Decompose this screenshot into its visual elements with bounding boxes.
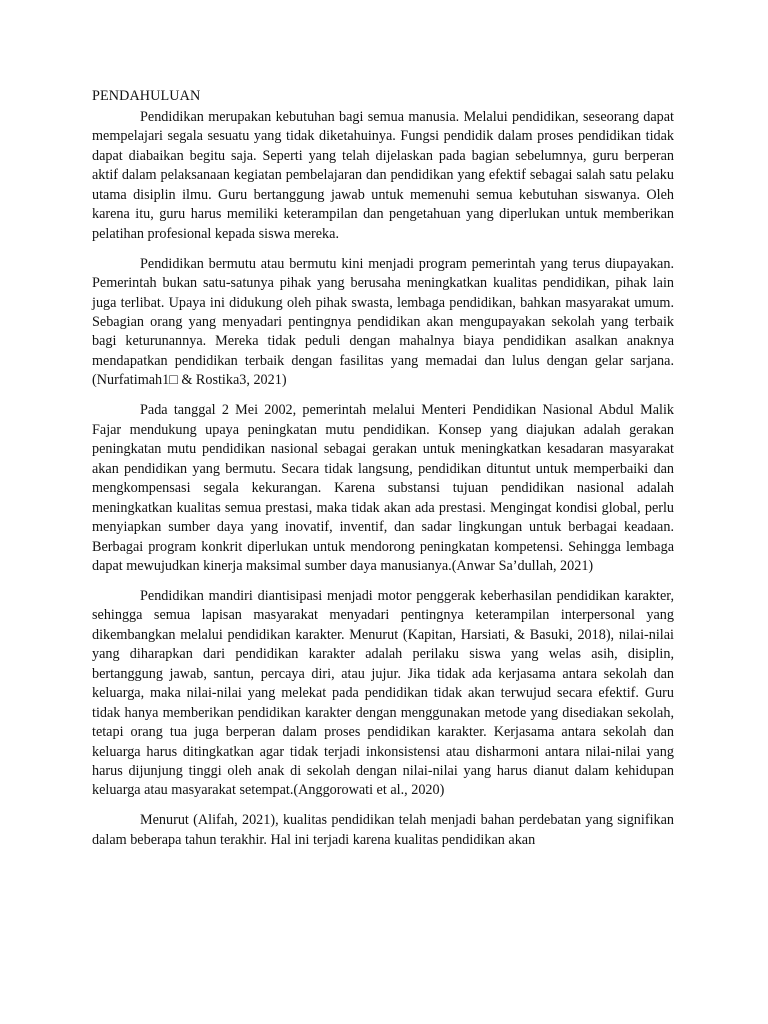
paragraph-3: Pada tanggal 2 Mei 2002, pemerintah melalui Menteri Pendidikan Nasional Abdul Malik Fajar mendukung upaya peningkatan mutu pendidikan. Konsep yang diajukan adalah gerakan peningkatan mutu pendidikan nasional sebagai gerakan untuk meningkatkan kesadaran masyarakat akan pendidikan yang bermutu. Secara tidak langsung, pendidikan dituntut untuk memperbaiki dan mengkompensasi segala kekurangan. Karena substansi tujuan pendidikan nasional adalah meningkatkan kualitas semua prestasi, maka tidak akan ada prestasi. Mengingat kondisi global, perlu menyiapkan sumber daya yang inovatif, inventif, dan sadar lingkungan untuk berbagai keadaan. Berbagai program konkrit diperlukan untuk mendorong peningkatan kompetensi. Sehingga lembaga dapat mewujudkan kinerja maksimal sumber daya manusianya.(Anwar Sa’dullah, 2021) xyxy=(92,402,674,574)
paragraph-2: Pendidikan bermutu atau bermutu kini menjadi program pemerintah yang terus diupayakan. Pemerintah bukan satu-satunya pihak yang berusaha meningkatkan kualitas pendidikan, pihak lain juga terlibat. Upaya ini didukung oleh pihak swasta, lembaga pendidikan, bahkan masyarakat umum. Sebagian orang yang menyadari pentingnya pendidikan akan mengupayakan sekolah yang terbaik bagi keturunannya. Mereka tidak peduli dengan mahalnya biaya pendidikan asalkan anaknya mendapatkan pendidikan terbaik dengan fasilitas yang memadai dan lulus dengan gelar sarjana.(Nurfatimah1□ & Rostika3, 2021) xyxy=(92,255,674,389)
paragraph-5: Menurut (Alifah, 2021), kualitas pendidikan telah menjadi bahan perdebatan yang signifikan dalam beberapa tahun terakhir. Hal ini terjadi karena kualitas pendidikan akan xyxy=(92,812,674,848)
document-page xyxy=(92,86,674,850)
paragraph-1: Pendidikan merupakan kebutuhan bagi semua manusia. Melalui pendidikan, seseorang dapat mempelajari segala sesuatu yang tidak diketahuinya. Fungsi pendidik dalam proses pendidikan tidak dapat diabaikan begitu saja. Seperti yang telah dijelaskan pada bagian sebelumnya, guru berperan aktif dalam pelaksanaan kegiatan pembelajaran dan pendidikan yang efektif sebagai salah satu pelaku utama disiplin ilmu. Guru bertanggung jawab untuk memenuhi semua kebutuhan siswanya. Oleh karena itu, guru harus memiliki keterampilan dan pengetahuan yang diperlukan untuk memberikan pelatihan profesional kepada siswa mereka. xyxy=(92,109,674,242)
paragraph-4: Pendidikan mandiri diantisipasi menjadi motor penggerak keberhasilan pendidikan karakter, sehingga semua lapisan masyarakat menyadari pentingnya keterampilan interpersonal yang dikembangkan melalui pendidikan karakter. Menurut (Kapitan, Harsiati, & Basuki, 2018), nilai-nilai yang diharapkan dari pendidikan karakter adalah perilaku siswa yang welas asih, disiplin, bertanggung jawab, santun, percaya diri, atau jujur. Jika tidak ada kerjasama antara sekolah dan keluarga, maka nilai-nilai yang melekat pada pendidikan tidak akan terwujud secara efektif. Guru tidak hanya memberikan pendidikan karakter dengan menggunakan metode yang disediakan sekolah, tetapi orang tua juga berperan dalam proses pendidikan karakter. Kerjasama antara sekolah dan keluarga harus ditingkatkan agar tidak terjadi inkonsistensi atau disharmoni antara nilai-nilai yang harus dijunjung tinggi oleh anak di sekolah dengan nilai-nilai yang harus dianut dalam kehidupan keluarga atau masyarakat setempat.(Anggorowati et al., 2020) xyxy=(92,587,674,799)
section-heading: PENDAHULUAN xyxy=(92,88,201,104)
